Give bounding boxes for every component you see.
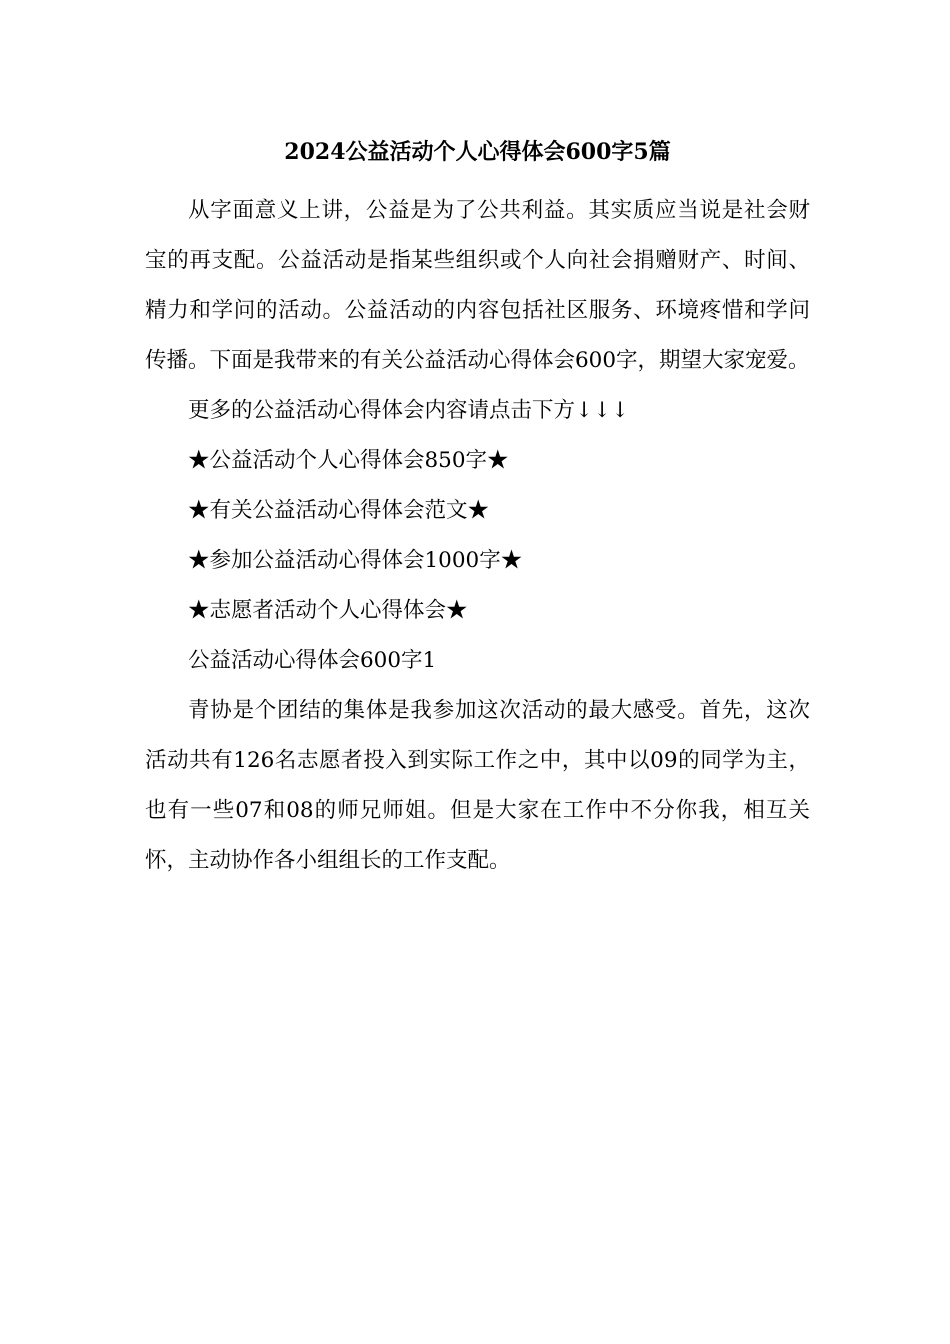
body-paragraph: 青协是个团结的集体是我参加这次活动的最大感受。首先，这次活动共有126名志愿者投入到实际工作之中，其中以09的同学为主，也有一些07和08的师兄师姐。但是大家在工作中不分你我，相互关怀，主动协作各小组组长的工作支配。 xyxy=(145,698,810,873)
related-link-4[interactable]: ★志愿者活动个人心得体会★ xyxy=(188,598,468,623)
section-heading: 公益活动心得体会600字1 xyxy=(188,648,437,673)
related-link-2[interactable]: ★有关公益活动心得体会范文★ xyxy=(188,498,490,523)
document-body xyxy=(145,128,810,886)
related-link-1[interactable]: ★公益活动个人心得体会850字★ xyxy=(188,448,509,473)
intro-paragraph: 从字面意义上讲，公益是为了公共利益。其实质应当说是社会财宝的再支配。公益活动是指某些组织或个人向社会捐赠财产、时间、精力和学问的活动。公益活动的内容包括社区服务、环境疼惜和学问传播。下面是我带来的有关公益活动心得体会600字，期望大家宠爱。 xyxy=(145,198,810,373)
related-link-3[interactable]: ★参加公益活动心得体会1000字★ xyxy=(188,548,523,573)
document-title: 2024公益活动个人心得体会600字5篇 xyxy=(284,139,671,165)
more-content-prompt: 更多的公益活动心得体会内容请点击下方↓↓↓ xyxy=(188,398,630,423)
